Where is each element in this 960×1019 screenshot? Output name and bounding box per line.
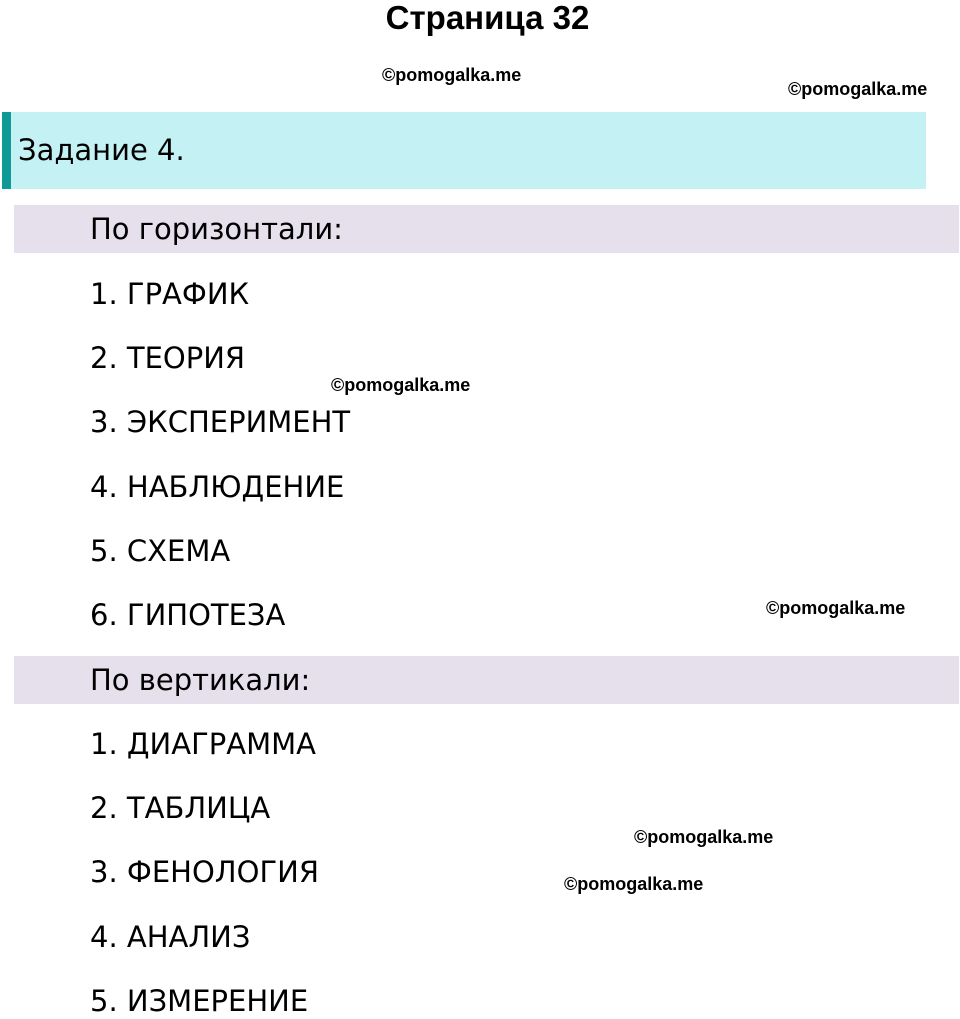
watermark: ©pomogalka.me bbox=[766, 598, 906, 618]
watermark: ©pomogalka.me bbox=[382, 65, 522, 85]
answer-item: 2. ТЕОРИЯ bbox=[90, 341, 246, 375]
section-label-horizontal: По горизонтали: bbox=[90, 212, 343, 246]
answer-item: 3. ФЕНОЛОГИЯ bbox=[90, 855, 319, 889]
watermark: ©pomogalka.me bbox=[564, 874, 704, 894]
section-vertical bbox=[14, 656, 959, 704]
answer-item: 5. ИЗМЕРЕНИЕ bbox=[90, 984, 309, 1018]
answer-item: 4. НАБЛЮДЕНИЕ bbox=[90, 470, 345, 504]
answer-item: 2. ТАБЛИЦА bbox=[90, 791, 271, 825]
answer-item: 5. СХЕМА bbox=[90, 534, 231, 568]
task-label: Задание 4. bbox=[18, 133, 185, 167]
task-header bbox=[2, 112, 926, 189]
section-label-vertical: По вертикали: bbox=[90, 663, 311, 697]
watermark: ©pomogalka.me bbox=[331, 375, 471, 395]
watermark: ©pomogalka.me bbox=[634, 827, 774, 847]
task-accent-stripe bbox=[2, 112, 11, 189]
watermark: ©pomogalka.me bbox=[788, 79, 928, 99]
page-title: Страница 32 bbox=[385, 0, 590, 36]
answer-item: 3. ЭКСПЕРИМЕНТ bbox=[90, 405, 351, 439]
answer-item: 6. ГИПОТЕЗА bbox=[90, 598, 286, 632]
section-horizontal bbox=[14, 205, 959, 253]
answer-item: 1. ГРАФИК bbox=[90, 277, 250, 311]
answer-item: 1. ДИАГРАММА bbox=[90, 727, 316, 761]
answer-item: 4. АНАЛИЗ bbox=[90, 920, 251, 954]
